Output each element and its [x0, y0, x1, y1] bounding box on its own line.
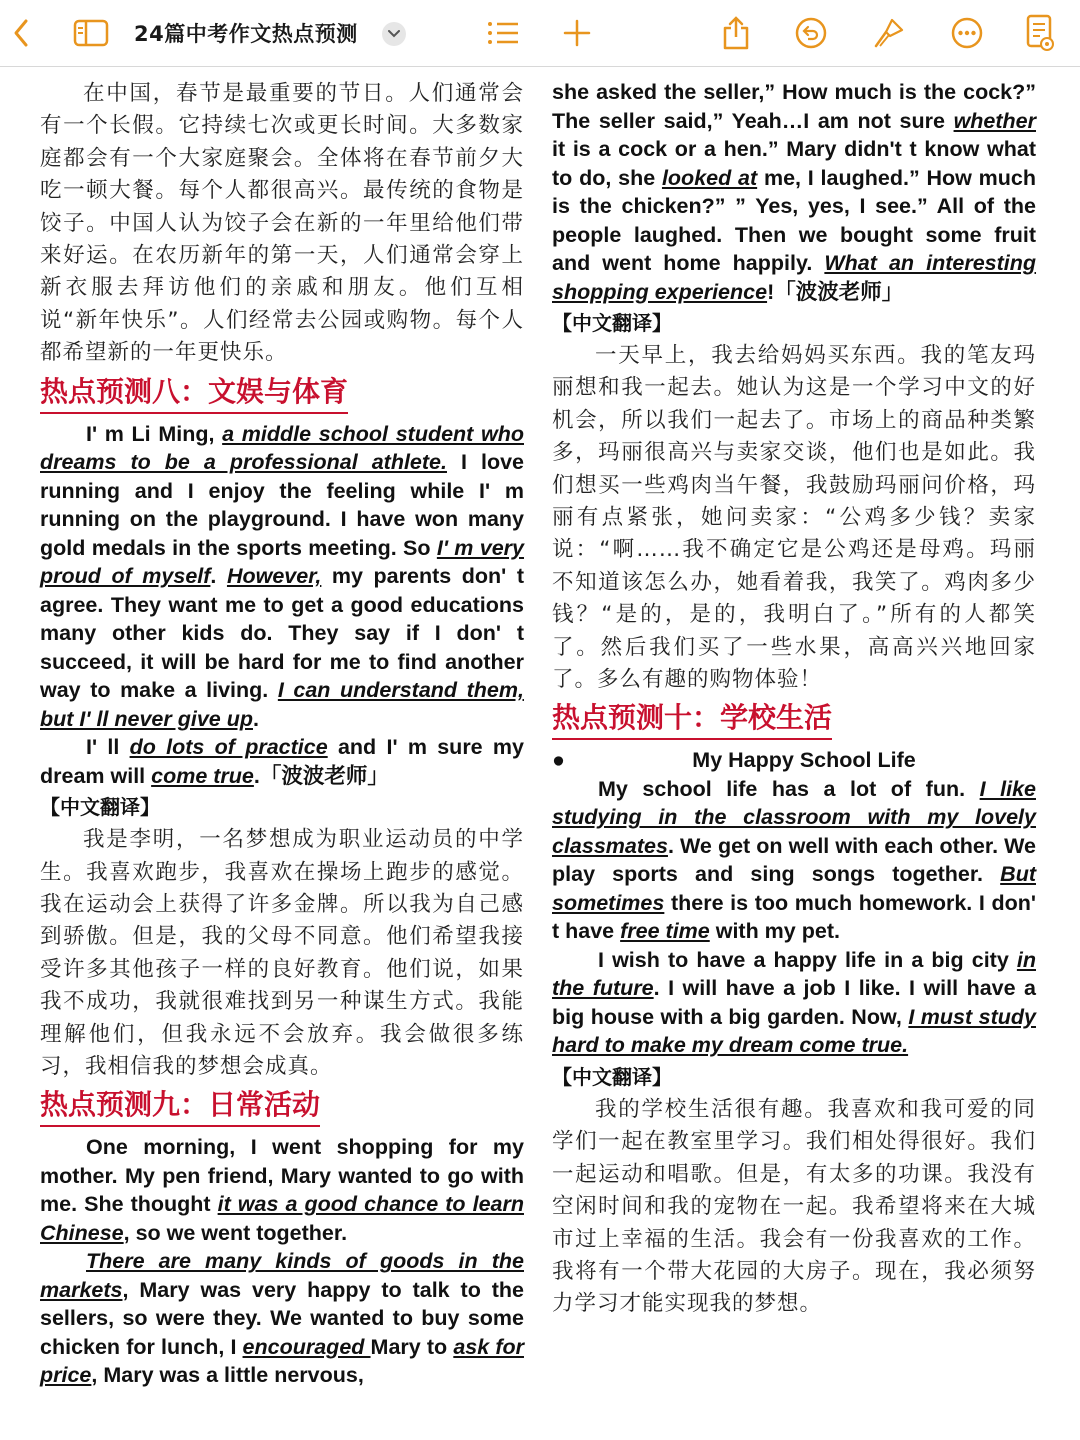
text-run: I' ll — [86, 735, 130, 760]
underlined-phrase: I' m very proud of myself — [40, 535, 524, 589]
text-run: I love running and I enjoy the feeling while I' m running on the playground. I have won many gold medals in the sports meeting. So — [40, 450, 524, 560]
share-icon[interactable] — [718, 14, 754, 52]
text-run: , Mary was a little nervous, — [91, 1363, 364, 1388]
translation-tag: 【中文翻译】 — [552, 311, 672, 335]
section-heading: 热点预测九：日常活动 — [40, 1085, 320, 1127]
undo-icon[interactable] — [792, 14, 830, 52]
paragraph-english — [40, 1133, 524, 1247]
text-run: !「波波老师」 — [767, 279, 904, 304]
text-run: . We get on well with each other. We play sports and sing songs together. — [552, 833, 1036, 887]
text-run: . I will have a job I like. I will have a big house with a big garden. Now, — [552, 976, 1036, 1029]
paragraph-english — [40, 420, 524, 734]
brush-icon[interactable] — [870, 14, 908, 52]
paragraph-english — [40, 1247, 524, 1390]
underlined-phrase: However, — [226, 564, 322, 589]
left-column — [40, 78, 524, 1390]
list-icon[interactable] — [484, 14, 522, 52]
underlined-phrase: whether — [953, 108, 1036, 133]
underlined-phrase: But sometimes — [552, 862, 1036, 915]
underlined-phrase: do lots of practice — [129, 735, 328, 760]
paragraph-english — [552, 946, 1036, 1060]
paragraph-english — [552, 78, 1036, 306]
text-run: she asked the seller,” How much is the cock?” The seller said,” Yeah…I am not sure — [552, 80, 1036, 133]
text-run: . — [210, 564, 227, 589]
underlined-phrase: What an interesting shopping experience — [552, 251, 1037, 304]
sidebar-icon[interactable] — [72, 14, 110, 52]
chevron-down-icon[interactable] — [382, 22, 406, 46]
plus-icon[interactable] — [560, 14, 594, 52]
toolbar — [0, 0, 1080, 67]
paragraph-chinese: 我是李明，一名梦想成为职业运动员的中学生。我喜欢跑步，我喜欢在操场上跑步的感觉。我在运动会上获得了许多金牌。所以我为自己感到骄傲。但是，我的父母不同意。他们希望我接受许多其他孩子一样的良好教育。他们说，如果我不成功，我就很难找到另一种谋生方式。我能理解他们，但我永远不会放弃。我会做很多练习，我相信我的梦想会成真。 — [40, 827, 524, 1079]
text-run: I wish to have a happy life in a big city — [598, 947, 1017, 972]
text-run: , Mary was very happy to talk to the sellers, so were they. We wanted to buy some chicken for lunch, I — [40, 1277, 524, 1359]
document-icon[interactable] — [1022, 14, 1058, 52]
translation-tag: 【中文翻译】 — [40, 795, 160, 820]
underlined-phrase: a middle school student who dreams to be a professional athlete. — [40, 421, 524, 475]
more-icon[interactable] — [948, 14, 986, 52]
underlined-phrase: ask for price — [40, 1334, 524, 1388]
text-run: it is a cock or a hen.” Mary didn't t know what to do, she — [552, 137, 1036, 190]
text-run: , so we went together. — [123, 1220, 348, 1245]
bullet-icon: ● — [552, 748, 565, 773]
underlined-phrase: encouraged — [242, 1334, 371, 1359]
essay-title-text: My Happy School Life — [692, 748, 916, 773]
essay-title — [552, 746, 1036, 775]
paragraph-chinese: 我的学校生活很有趣。我喜欢和我可爱的同学们一起在教室里学习。我们相处得很好。我们一起运动和唱歌。但是，有太多的功课。我没有空闲时间和我的宠物在一起。我希望将来在大城市过上幸福的生活。我会有一份我喜欢的工作。我将有一个带大花园的大房子。现在，我必须努力学习才能实现我的梦想。 — [552, 1096, 1036, 1317]
translation-tag: 【中文翻译】 — [552, 1064, 672, 1089]
text-run: .「波波老师」 — [253, 763, 389, 788]
text-run: Mary to — [370, 1334, 454, 1359]
paragraph-english — [552, 775, 1036, 946]
paragraph-chinese: 在中国，春节是最重要的节日。人们通常会有一个长假。它持续七次或更长时间。大多数家庭都会有一个大家庭聚会。全体将在春节前夕大吃一顿大餐。每个人都很高兴。最传统的食物是饺子。中国人认为饺子会在新的一年里给他们带来好运。在农历新年的第一天，人们通常会穿上新衣服去拜访他们的亲戚和朋友。他们互相说“新年快乐”。人们经常去公园或购物。每个人都希望新的一年更快乐。 — [40, 81, 524, 366]
section-heading: 热点预测十：学校生活 — [552, 698, 832, 740]
underlined-phrase: I can understand them, but I' ll never give up — [40, 678, 524, 731]
text-run: One morning, I went shopping for my mother. My pen friend, Mary wanted to go with me. She thought — [40, 1135, 524, 1217]
text-run: I' m Li Ming, — [86, 421, 223, 446]
underlined-phrase: in the future — [552, 947, 1036, 1001]
text-run: . — [252, 706, 259, 731]
back-icon[interactable] — [6, 14, 36, 52]
text-run: my parents don' t agree. They want me to get a good educations many other kids do. They say if I don' t succeed, it will be hard for me to find another way to make a living. — [40, 564, 524, 703]
text-run: and I' m sure my dream will — [40, 735, 524, 788]
text-run: My school life has a lot of fun. — [598, 776, 980, 801]
section-heading: 热点预测八：文娱与体育 — [40, 372, 348, 414]
underlined-phrase: There are many kinds of goods in the markets — [40, 1249, 524, 1302]
underlined-phrase: looked at — [661, 165, 758, 190]
underlined-phrase: I must study hard to make my dream come true. — [552, 1004, 1036, 1058]
right-column — [552, 78, 1036, 1321]
text-run: me, I laughed.” How much is the chicken?” ” Yes, yes, I see.” All of the people laughed. Then we bought some fruit and went home happily. — [552, 165, 1036, 275]
text-run: there is too much homework. I don' t have — [552, 890, 1036, 944]
paragraph-chinese: 一天早上，我去给妈妈买东西。我的笔友玛丽想和我一起去。她认为这是一个学习中文的好机会，所以我们一起去了。市场上的商品种类繁多，玛丽很高兴与卖家交谈，他们也是如此。我们想买一些鸡肉当午餐，我鼓励玛丽问价格，玛丽有点紧张，她问卖家：“公鸡多少钱？卖家说：“啊……我不确定它是公鸡还是母鸡。玛丽不知道该怎么办，她看着我，我笑了。鸡肉多少钱？“是的，是的，我明白了。”所有的人都笑了。然后我们买了一些水果，高高兴兴地回家了。多么有趣的购物体验！ — [552, 343, 1036, 693]
underlined-phrase: I like studying in the classroom with my lovely classmates — [552, 776, 1036, 858]
text-run: with my pet. — [709, 919, 840, 944]
paragraph-english — [40, 733, 524, 790]
underlined-phrase: free time — [620, 919, 710, 944]
underlined-phrase: come true — [151, 763, 254, 788]
underlined-phrase: it was a good chance to learn Chinese — [40, 1192, 524, 1245]
document-title[interactable]: 24篇中考作文热点预测 — [134, 22, 358, 46]
